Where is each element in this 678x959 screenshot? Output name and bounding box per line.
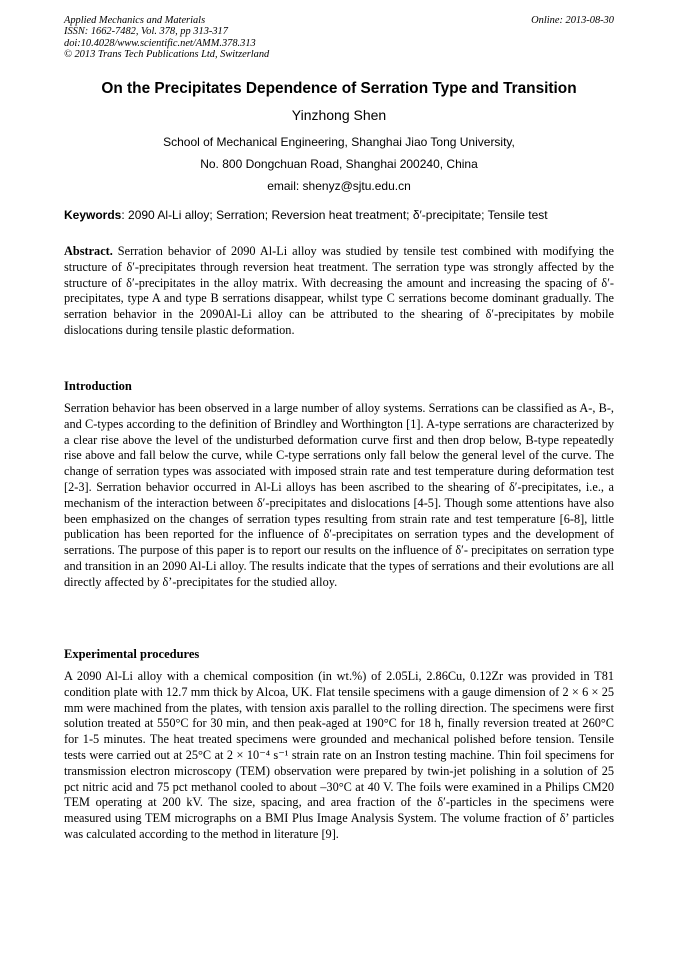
affiliation-line-2: No. 800 Dongchuan Road, Shanghai 200240, China bbox=[200, 157, 478, 171]
paper-title: On the Precipitates Dependence of Serration Type and Transition bbox=[101, 80, 577, 97]
abstract-label: Abstract. bbox=[64, 244, 113, 258]
experimental-heading: Experimental procedures bbox=[64, 647, 200, 661]
keywords-label: Keywords bbox=[64, 208, 122, 222]
author-email: email: shenyz@sjtu.edu.cn bbox=[267, 179, 411, 193]
experimental-text: A 2090 Al-Li alloy with a chemical composition (in wt.%) of 2.05Li, 2.86Cu, 0.12Zr was provided in T81 condition plate with 12.7 mm thick by Alcoa, UK. Flat tensile specimens with a gauge dimension of 2 × 6 × 25 mm were machined from the plates, with tension axis parallel to the rolling direction. The specimens were first solution treated at 550°C for 30 min, and then peak-aged at 190°C for 18 h, finally reversion treated at 260°C for 1-5 minutes. The heat treated specimens were grounded and mechanical polished before tension. Tensile tests were carried out at 25°C at 2 × 10⁻⁴ s⁻¹ strain rate on an Instron testing machine. Thin foil specimens for transmission electron microscopy (TEM) observation were prepared by twin-jet polishing in a solution of 25 pct nitric acid and 75 pct methanol cooled to about –30°C at 40 V. The foils were examined in a Philips CM20 TEM operating at 200 kV. The size, spacing, and area fraction of the δ′-particles in the specimens were measured using TEM micrographs on a BMI Plus Image Analysis System. The volume fraction of δ’ particles was calculated according to the method in literature [9]. bbox=[64, 669, 614, 841]
abstract bbox=[64, 244, 614, 339]
keywords-text: : 2090 Al-Li alloy; Serration; Reversion heat treatment; δ′-precipitate; Tensile test bbox=[121, 208, 548, 222]
affiliation-line-1: School of Mechanical Engineering, Shanghai Jiao Tong University, bbox=[163, 135, 515, 149]
introduction-text: Serration behavior has been observed in a large number of alloy systems. Serrations can be classified as A-, B-, and C-types according to the definition of Brindley and Worthington [1]. A-type serrations are characterized by a clear rise above the level of the undisturbed deformation curve first and then drop below, B-type repeatedly rise above and fall below the curve, while C-type serrations only fall below the general level of the curve. The change of serration types was associated with imposed strain rate and test temperature during deformation test [2-3]. Serration behavior occurred in Al-Li alloys has been ascribed to the shearing of δ′-precipitates, i.e., a mechanism of the interaction between δ′-precipitates and dislocations [4-5]. Though some attentions have also been emphasized on the changes of serration types resulting from strain rate and test temperature [6-8], little publication has been reported for the influence of δ′-precipitates on serration types and the development of serrations. The purpose of this paper is to report our results on the influence of δ′- precipitates on serration type and transition in an 2090 Al-Li alloy. The results indicate that the types of serrations and their evolutions are all directly affected by δ’-precipitates for the studied alloy. bbox=[64, 401, 614, 589]
abstract-text: Serration behavior of 2090 Al-Li alloy was studied by tensile test combined with modifying the structure of δ′-precipitates through reversion heat treatment. The serration type was strongly affected by the structure of δ′-precipitates in the alloy matrix. With decreasing the amount and increasing the spacing of δ′-precipitates, type A and type B serrations disappear, whilst type C serrations become dominant gradually. The serration behavior in the 2090Al-Li alloy can be attributed to the shearing of δ′-precipitates by mobile dislocations during tensile plastic deformation. bbox=[64, 244, 614, 337]
doi-line: doi:10.4028/www.scientific.net/AMM.378.313 bbox=[64, 37, 256, 49]
online-date: Online: 2013-08-30 bbox=[531, 15, 614, 26]
journal-name: Applied Mechanics and Materials bbox=[64, 15, 206, 26]
introduction-heading: Introduction bbox=[64, 379, 132, 393]
issn-line: ISSN: 1662-7482, Vol. 378, pp 313-317 bbox=[64, 26, 228, 38]
keywords bbox=[64, 208, 624, 222]
affiliation bbox=[0, 131, 678, 197]
copyright-line: © 2013 Trans Tech Publications Ltd, Switzerland bbox=[64, 49, 270, 61]
author-name: Yinzhong Shen bbox=[291, 107, 387, 123]
journal-header bbox=[64, 15, 269, 61]
